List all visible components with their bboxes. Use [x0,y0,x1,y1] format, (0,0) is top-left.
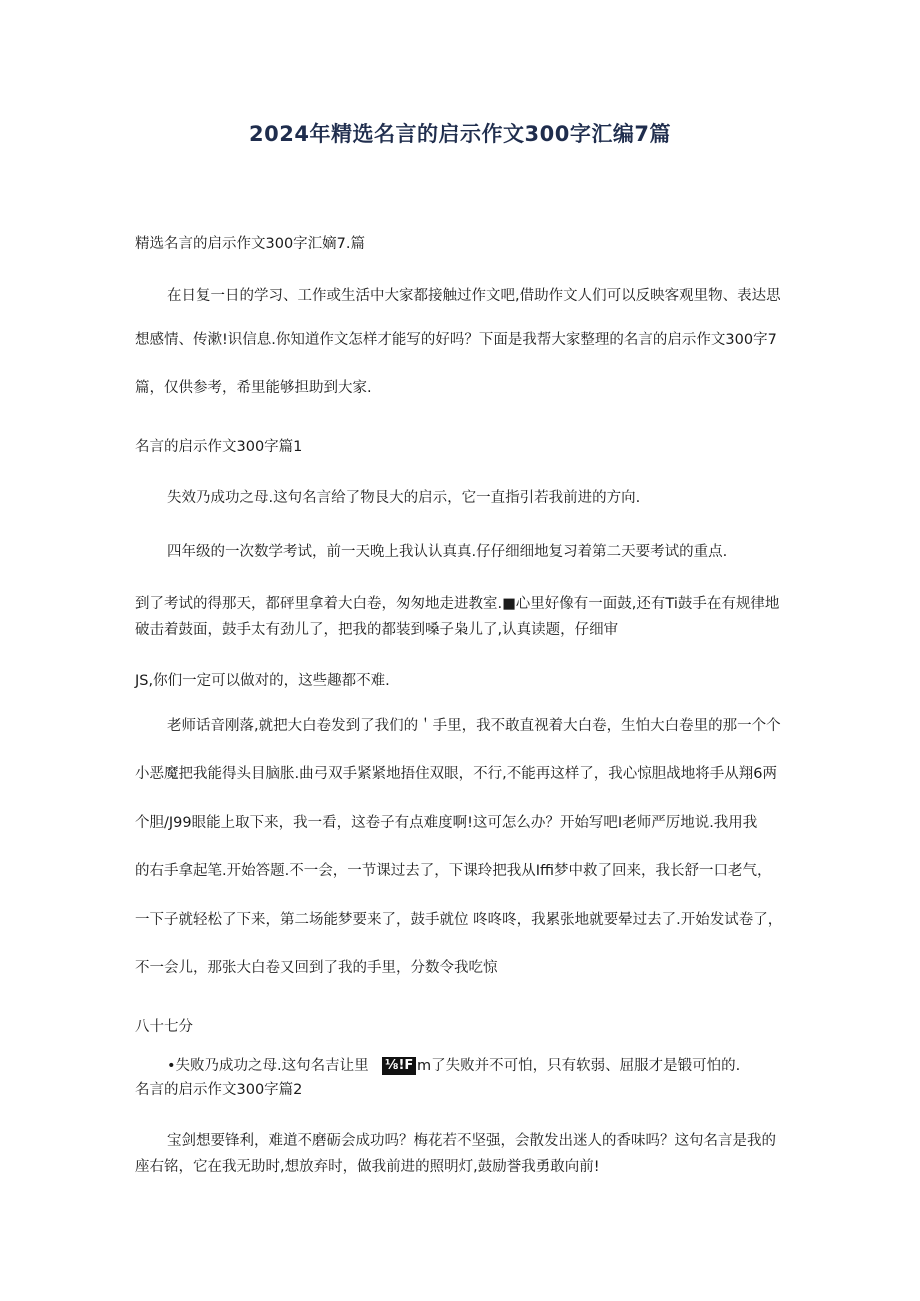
s2-paragraph-1-line-1: 宝剑想要锋利，难道不磨砺会成功吗？梅花若不坚强，会散发出迷人的香味吗？这句名言是我的 [167,1133,776,1149]
intro-line-1: 在日复一日的学习、工作或生活中大家都接触过作文吧,借助作文人们可以反映客观里物、表达思 [167,288,781,304]
redaction-block: ⅛!F [382,1057,416,1075]
intro-line-3: 篇，仅供参考，希里能够担助到大家. [135,380,372,396]
s1-paragraph-2: 四年级的一次数学考试，前一天晚上我认认真真.仔仔细细地复习着第二天要考试的重点. [167,544,728,560]
s1-paragraph-5-line-5: 一下子就轻松了下来，第二场能梦要来了，鼓手就位 咚咚咚，我累张地就要晕过去了.开始发试卷了， [135,912,783,928]
s1-paragraph-5-line-4: 的右手拿起笔.开始答题.不一会，一节课过去了，下课玲把我从Iffi梦中救了回来，我长舒一口老气， [135,863,772,879]
s1-paragraph-3-line-1: 到了考试的得那天，都砰里拿着大白卷，匆匆地走进教室.■心里好像有一面鼓,还有Ti鼓手在有规律地 [135,596,780,612]
s1-paragraph-1: 失效乃成功之母.这句名言给了物艮大的启示，它一直指引若我前进的方向. [167,490,641,506]
s1-paragraph-6-part-a: •失败乃成功之母.这句名吉让里 [167,1058,369,1074]
intro-heading: 精选名言的启示作文300字汇嫡7.篇 [135,236,366,252]
s1-paragraph-5-line-2: 小恶魔把我能得头目脑胀.曲弓双手紧紧地捂住双眼，不行,不能再这样了，我心惊胆战地将手从翔6两 [135,766,777,782]
s1-paragraph-5-line-6: 不一会儿，那张大白卷又回到了我的手里，分数令我吃惊 [135,960,498,976]
s1-paragraph-6-part-b: m了失败并不可怕，只有软弱、屈服才是锻可怕的. [417,1058,741,1074]
s1-paragraph-4: JS,你们一定可以做对的，这些趣都不难. [135,673,390,689]
intro-line-2: 想感情、传漱!识信息.你知道作文怎样才能写的好吗？下面是我帮大家整理的名言的启示作文300字7 [135,332,777,348]
s2-paragraph-1-line-2: 座右铭，它在我无助时,想放弃时，做我前进的照明灯,鼓励誉我勇敢向前! [135,1159,600,1175]
section2-heading: 名言的启示作文300字篇2 [135,1082,303,1098]
s1-paragraph-5-line-1: 老师话音刚落,就把大白卷发到了我们的＇手里，我不敢直视着大白卷，生怕大白卷里的那一个个 [167,718,781,734]
s1-score: 八十七分 [135,1019,193,1035]
document-title: 2024年精选名言的启示作文300字汇编7篇 [249,122,671,146]
s1-paragraph-5-line-3: 个胆/J99眼能上取下来，我一看，这卷子有点难度啊!这可怎么办？开始写吧I老师严厉地说.我用我 [135,815,758,831]
section1-heading: 名言的启示作文300字篇1 [135,439,303,455]
s1-paragraph-3-line-2: 破击着鼓面，鼓手太有劲儿了，把我的都装到嗓子枭儿了,认真读题，仔细审 [135,622,619,638]
